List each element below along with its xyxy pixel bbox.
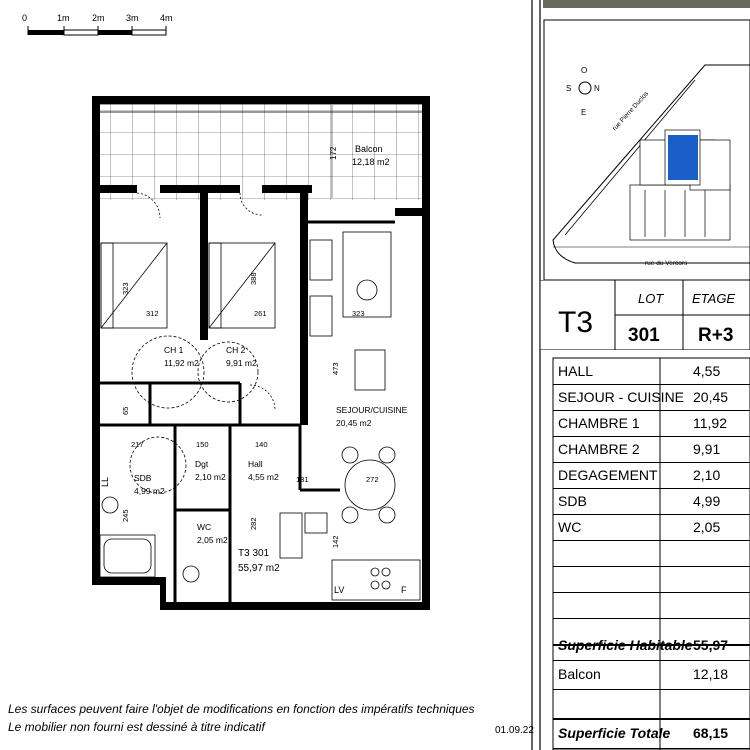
- unit-type: T3 301: [238, 548, 270, 559]
- header-type: T3: [558, 306, 594, 339]
- room-row: [553, 462, 750, 489]
- room-row-name: WC: [558, 519, 582, 535]
- room-hall-name: Hall: [248, 459, 263, 469]
- dim: 140: [255, 440, 268, 449]
- room-row-area: 9,91: [693, 441, 721, 457]
- totale-value: 68,15: [693, 725, 729, 741]
- empty-row: [553, 592, 750, 619]
- etage-value: R+3: [698, 325, 734, 346]
- room-ch1-name: CH 1: [164, 345, 184, 355]
- empty-row: [553, 566, 750, 593]
- room-row: [553, 436, 750, 463]
- room-row-area: 11,92: [693, 415, 727, 431]
- balcony-name: Balcon: [355, 144, 383, 154]
- scale-label-0: 0: [22, 13, 28, 23]
- balcon-row: [553, 661, 750, 690]
- dim: 245: [121, 509, 130, 522]
- room-row-area: 2,05: [693, 519, 721, 535]
- room-row-area: 4,55: [693, 363, 721, 379]
- balcon-label: Balcon: [558, 666, 601, 682]
- room-row-name: DEGAGEMENT: [558, 467, 658, 483]
- room-wc-name: WC: [197, 522, 212, 532]
- header-table: [540, 280, 750, 350]
- dim: 131: [296, 475, 309, 484]
- dim: 312: [146, 309, 159, 318]
- scale-label-2: 2m: [92, 13, 105, 23]
- room-row-name: CHAMBRE 2: [558, 441, 640, 457]
- room-ch2-area: 9,91 m2: [226, 358, 257, 368]
- room-row-name: SEJOUR - CUISINE: [558, 389, 685, 405]
- totale-label: Superficie Totale: [558, 725, 671, 741]
- totale-row: [553, 720, 750, 749]
- dim: 261: [254, 309, 267, 318]
- balcony: [92, 96, 430, 204]
- balcony-dim: 172: [329, 146, 338, 160]
- room-dgt-name: Dgt: [195, 459, 209, 469]
- dim: 150: [196, 440, 209, 449]
- note-line-2: Le mobilier non fourni est dessiné à titre indicatif: [8, 720, 265, 734]
- unit-area: 55,97 m2: [238, 563, 280, 574]
- scale-label-1: 1m: [57, 13, 70, 23]
- dim: 142: [331, 535, 340, 548]
- room-wc-area: 2,05 m2: [197, 535, 228, 545]
- balcon-value: 12,18: [693, 666, 729, 682]
- dim: 323: [352, 309, 365, 318]
- street-bottom: rue du Vercors: [645, 260, 688, 267]
- appliance-lv: LV: [334, 585, 345, 595]
- dim: 473: [331, 362, 340, 375]
- site-map: [545, 25, 750, 275]
- room-row-name: CHAMBRE 1: [558, 415, 640, 431]
- room-row: [553, 488, 750, 515]
- room-hall-area: 4,55 m2: [248, 472, 279, 482]
- habitable-row: [553, 632, 750, 661]
- room-ch1-area: 11,92 m2: [164, 358, 199, 368]
- room-row: [553, 358, 750, 385]
- dim: 388: [249, 272, 258, 285]
- room-row-name: HALL: [558, 363, 594, 379]
- compass-icon: [566, 66, 600, 117]
- room-sejour-area: 20,45 m2: [336, 418, 372, 428]
- lot-label: LOT: [638, 291, 664, 306]
- svg-text:S: S: [566, 84, 572, 93]
- empty-row: [553, 690, 750, 720]
- dim: 282: [249, 517, 258, 530]
- svg-text:N: N: [594, 84, 600, 93]
- date: 01.09.22: [495, 725, 534, 736]
- dim: 272: [366, 475, 379, 484]
- scale-label-3: 3m: [126, 13, 139, 23]
- habitable-value: 55,97: [693, 637, 729, 653]
- svg-text:E: E: [581, 108, 587, 117]
- scale-label-4: 4m: [160, 13, 173, 23]
- dim: 65: [121, 406, 130, 415]
- room-row: [553, 514, 750, 541]
- balcony-area: 12,18 m2: [352, 157, 390, 167]
- room-sdb-area: 4,99 m2: [134, 486, 165, 496]
- room-row-area: 4,99: [693, 493, 721, 509]
- room-dgt-area: 2,10 m2: [195, 472, 226, 482]
- appliance-ll: LL: [100, 476, 110, 487]
- empty-row: [553, 540, 750, 567]
- lot-value: 301: [628, 325, 660, 346]
- habitable-label: Superficie Habitable: [558, 637, 693, 653]
- svg-text:O: O: [581, 66, 588, 75]
- room-sdb-name: SDB: [134, 473, 152, 483]
- room-ch2-name: CH 2: [226, 345, 246, 355]
- exterior-walls: [92, 185, 430, 610]
- street-top: rue Pierre Duclos: [611, 90, 651, 133]
- appliance-f: F: [401, 585, 407, 595]
- room-row-name: SDB: [558, 493, 587, 509]
- etage-label: ETAGE: [692, 291, 736, 306]
- furniture: [100, 193, 420, 600]
- room-sejour-name: SEJOUR/CUISINE: [336, 405, 408, 415]
- room-row-area: 2,10: [693, 467, 721, 483]
- room-row: [553, 384, 750, 411]
- dim: 217: [131, 440, 144, 449]
- room-row: [553, 410, 750, 437]
- room-row-area: 20,45: [693, 389, 729, 405]
- dim: 323: [121, 282, 130, 295]
- lot-highlight: [668, 135, 698, 180]
- note-line-1: Les surfaces peuvent faire l'objet de modifications en fonction des impératifs techniques: [8, 702, 475, 716]
